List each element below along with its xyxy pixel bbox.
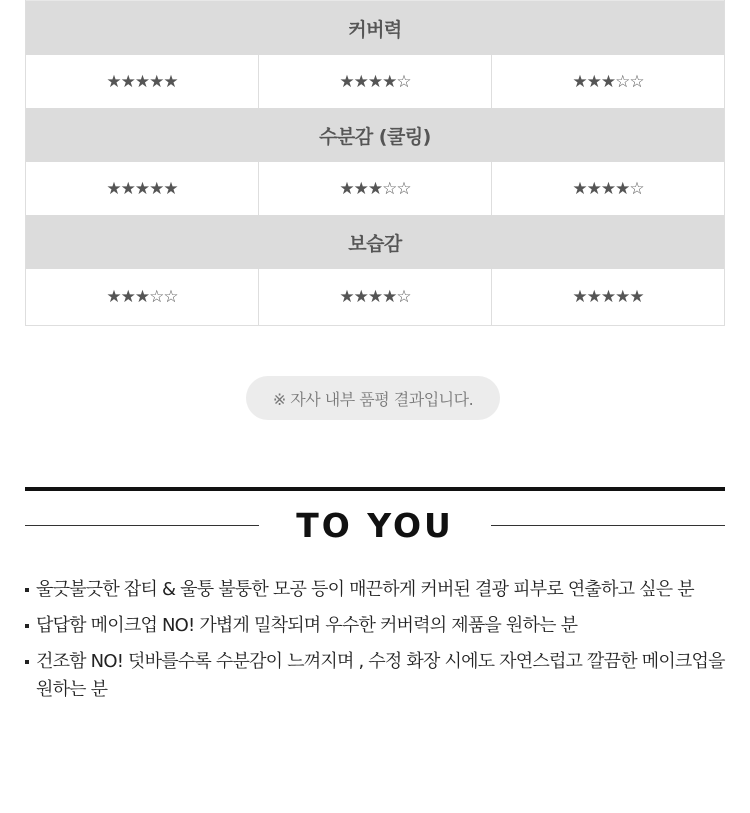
star-filled-icon: ★: [586, 287, 601, 307]
star-filled-icon: ★: [353, 71, 368, 92]
star-empty-icon: ☆: [396, 287, 411, 307]
star-rating: [572, 179, 643, 199]
star-empty-icon: ☆: [629, 71, 644, 92]
star-filled-icon: ★: [149, 71, 164, 92]
star-filled-icon: ★: [572, 178, 587, 199]
star-empty-icon: ☆: [629, 178, 644, 199]
bullet-icon: [25, 624, 29, 628]
section-divider: [25, 487, 725, 491]
star-rating: [572, 287, 643, 307]
star-empty-icon: ☆: [396, 71, 411, 92]
star-rating: [339, 179, 410, 199]
star-filled-icon: ★: [339, 287, 354, 307]
section-title: TO YOU: [296, 506, 454, 545]
title-rule-right: [491, 525, 725, 526]
star-filled-icon: ★: [629, 287, 644, 307]
star-filled-icon: ★: [106, 71, 121, 92]
star-filled-icon: ★: [615, 287, 630, 307]
list-item: [25, 576, 725, 604]
star-filled-icon: ★: [572, 71, 587, 92]
recommendation-list: [25, 576, 725, 712]
star-rating: [106, 72, 177, 92]
list-item-text: 울긋불긋한 잡티 & 울퉁 불퉁한 모공 등이 매끈하게 커버된 결광 피부로 연출하고 싶은 분: [36, 579, 694, 600]
star-filled-icon: ★: [382, 71, 397, 92]
star-filled-icon: ★: [586, 71, 601, 92]
star-filled-icon: ★: [134, 178, 150, 199]
list-item-text: 답답함 메이크업 NO! 가볍게 밀착되며 우수한 커버력의 제품을 원하는 분: [36, 615, 578, 636]
title-rule-left: [25, 525, 259, 526]
star-filled-icon: ★: [120, 178, 135, 199]
star-filled-icon: ★: [353, 178, 368, 199]
star-filled-icon: ★: [367, 178, 383, 199]
star-filled-icon: ★: [106, 287, 121, 307]
bullet-icon: [25, 660, 29, 664]
list-item: [25, 648, 725, 704]
star-filled-icon: ★: [163, 178, 178, 199]
rating-cell: [492, 55, 724, 108]
list-item-text: 건조함 NO! 덧바를수록 수분감이 느껴지며 , 수정 화장 시에도 자연스럽고 깔끔한 메이크업을 원하는 분: [36, 651, 725, 700]
star-filled-icon: ★: [134, 71, 150, 92]
rating-cell: [26, 269, 259, 325]
star-filled-icon: ★: [149, 178, 164, 199]
star-filled-icon: ★: [572, 287, 587, 307]
category-label: 커버력: [348, 18, 402, 41]
bullet-icon: [25, 588, 29, 592]
star-filled-icon: ★: [367, 287, 383, 307]
star-filled-icon: ★: [106, 178, 121, 199]
category-label: 보습감: [348, 232, 402, 255]
rating-cell: [492, 162, 724, 215]
star-rating: [572, 72, 643, 92]
star-filled-icon: ★: [120, 71, 135, 92]
star-filled-icon: ★: [163, 71, 178, 92]
star-filled-icon: ★: [600, 287, 616, 307]
star-rating: [339, 72, 410, 92]
star-rating: [106, 179, 177, 199]
star-filled-icon: ★: [120, 287, 135, 307]
rating-cell: [259, 55, 492, 108]
star-empty-icon: ☆: [163, 287, 178, 307]
rating-cell: [259, 162, 492, 215]
star-rating: [106, 287, 177, 307]
rating-cell: [26, 162, 259, 215]
star-filled-icon: ★: [134, 287, 150, 307]
star-filled-icon: ★: [586, 178, 601, 199]
star-rating: [339, 287, 410, 307]
category-header-coverage: [26, 0, 724, 55]
rating-cell: [492, 269, 724, 325]
star-filled-icon: ★: [600, 178, 616, 199]
note-text: ※ 자사 내부 품평 결과입니다.: [272, 389, 474, 409]
rating-row-moisture-cooling: [26, 162, 724, 215]
star-filled-icon: ★: [339, 71, 354, 92]
star-filled-icon: ★: [615, 178, 630, 199]
internal-evaluation-note: [246, 376, 500, 420]
list-item: [25, 612, 725, 640]
star-filled-icon: ★: [600, 71, 616, 92]
category-label: 수분감 (쿨링): [319, 125, 431, 148]
star-empty-icon: ☆: [615, 71, 630, 92]
rating-table: [25, 0, 725, 326]
star-empty-icon: ☆: [382, 178, 397, 199]
rating-row-hydration: [26, 269, 724, 325]
star-filled-icon: ★: [339, 178, 354, 199]
star-filled-icon: ★: [382, 287, 397, 307]
rating-cell: [26, 55, 259, 108]
category-header-moisture-cooling: [26, 108, 724, 162]
star-filled-icon: ★: [367, 71, 383, 92]
rating-cell: [259, 269, 492, 325]
star-empty-icon: ☆: [396, 178, 411, 199]
star-empty-icon: ☆: [149, 287, 164, 307]
star-filled-icon: ★: [353, 287, 368, 307]
rating-row-coverage: [26, 55, 724, 108]
category-header-hydration: [26, 215, 724, 269]
